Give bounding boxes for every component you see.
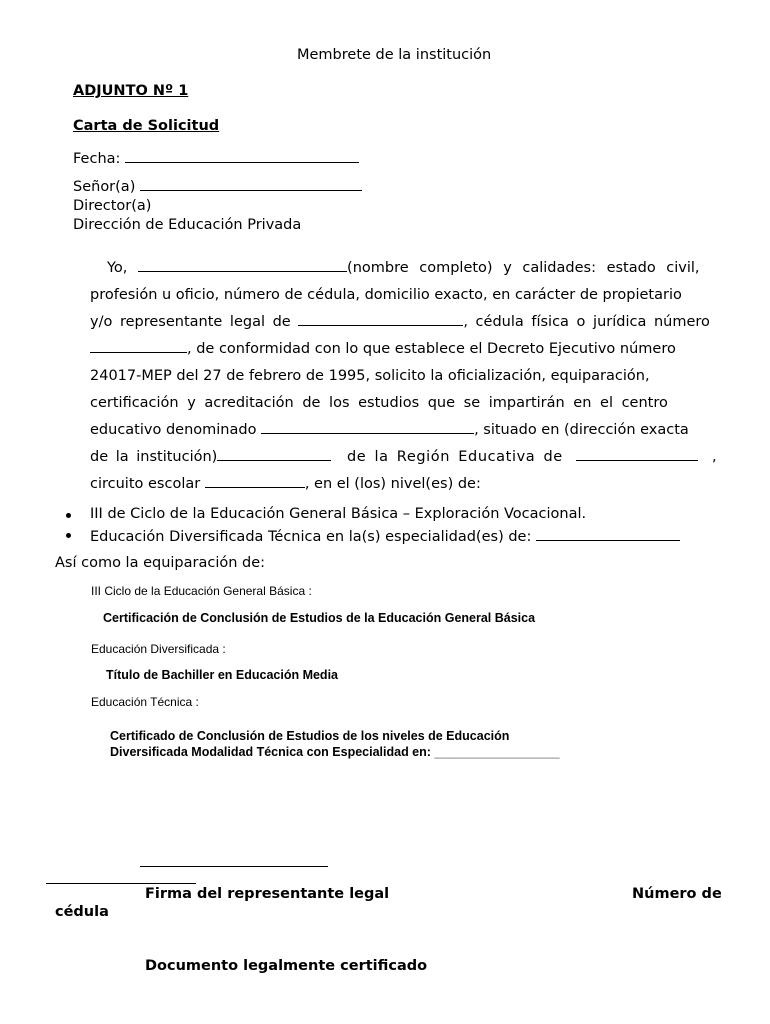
- equiparacion-intro: Así como la equiparación de:: [55, 555, 266, 571]
- body-line9-b: , en el (los) nivel(es) de:: [304, 476, 481, 492]
- request-body: [90, 255, 724, 498]
- letter-title: Carta de Solicitud: [73, 118, 220, 134]
- specialty-blank: [536, 526, 680, 541]
- ciclo-label: III Ciclo de la Educación General Básica :: [91, 584, 312, 598]
- tecnica-certificate-line2: Diversificada Modalidad Técnica con Especialidad en:: [110, 745, 431, 759]
- body-line6: certificación y acreditación de los estudios que se impartirán en el centro: [90, 395, 668, 411]
- date-field: [73, 148, 359, 167]
- body-line4-b: , de conformidad con lo que establece el Decreto Ejecutivo número: [187, 341, 676, 357]
- id-label-part1: Número de: [632, 886, 722, 902]
- salutation-label: Señor(a): [73, 179, 136, 195]
- diversificada-label: Educación Diversificada :: [91, 642, 226, 656]
- body-line1-b: (nombre completo) y calidades: estado civil,: [347, 260, 700, 276]
- body-line7-b: , situado en (dirección exacta: [474, 422, 689, 438]
- tecnica-label: Educación Técnica :: [91, 695, 199, 709]
- body-line7-a: educativo denominado: [90, 422, 257, 438]
- signature-label: Firma del representante legal: [145, 886, 390, 902]
- body-line1-a: Yo,: [107, 260, 128, 276]
- recipient-department: Dirección de Educación Privada: [73, 217, 302, 233]
- tecnica-certificate-line1: Certificado de Conclusión de Estudios de los niveles de Educación: [110, 729, 510, 743]
- body-line8-c: ,: [712, 449, 717, 465]
- body-line3-b: , cédula física o jurídica número: [463, 314, 710, 330]
- id-number-blank: [90, 338, 187, 353]
- tecnica-specialty-blank: __________________: [434, 745, 560, 759]
- address-blank: [217, 446, 331, 461]
- region-blank: [576, 446, 698, 461]
- tecnica-certificate: [110, 728, 560, 760]
- bullet-item-2: [90, 526, 680, 545]
- recipient-block: [73, 176, 362, 235]
- recipient-position: Director(a): [73, 198, 152, 214]
- date-blank: [125, 148, 359, 163]
- body-line5: 24017-MEP del 27 de febrero de 1995, solicito la oficialización, equiparación,: [90, 368, 650, 384]
- signature-line: [140, 866, 328, 867]
- body-line3-a: y/o representante legal de: [90, 314, 291, 330]
- date-label: Fecha:: [73, 151, 121, 167]
- bullet-dot: [66, 533, 71, 538]
- institution-blank: [298, 311, 463, 326]
- bullet-item-2-text: Educación Diversificada Técnica en la(s) especialidad(es) de:: [90, 529, 532, 545]
- id-label-part2: cédula: [55, 904, 109, 920]
- body-line2: profesión u oficio, número de cédula, domicilio exacto, en carácter de propietario: [90, 287, 682, 303]
- full-name-blank: [138, 257, 347, 272]
- bullet-item-1: III de Ciclo de la Educación General Básica – Exploración Vocacional.: [90, 506, 587, 522]
- id-number-line: [46, 883, 196, 884]
- letterhead: Membrete de la institución: [297, 47, 492, 63]
- annex-title: ADJUNTO Nº 1: [73, 83, 189, 99]
- ciclo-certificate: Certificación de Conclusión de Estudios de la Educación General Básica: [103, 611, 536, 625]
- school-name-blank: [261, 419, 474, 434]
- circuit-blank: [205, 473, 305, 488]
- bullet-dot: [66, 513, 71, 518]
- body-line8-a: de la institución): [90, 449, 218, 465]
- recipient-name-blank: [140, 176, 362, 191]
- body-line9-a: circuito escolar: [90, 476, 201, 492]
- body-line8-b: de la Región Educativa de: [346, 449, 563, 465]
- certified-note: Documento legalmente certificado: [145, 958, 428, 974]
- diversificada-certificate: Título de Bachiller en Educación Media: [106, 668, 338, 682]
